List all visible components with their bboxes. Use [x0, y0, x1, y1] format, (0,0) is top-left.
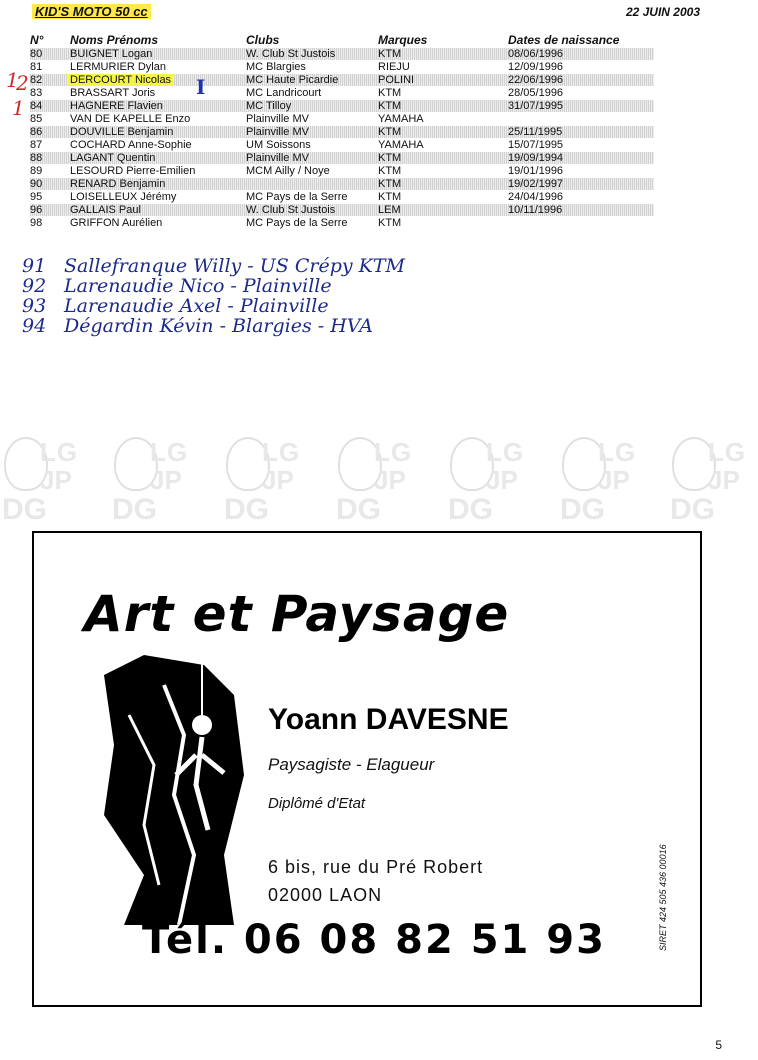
rider-club: MC Tilloy	[246, 100, 292, 112]
tree-climber-illustration	[84, 655, 249, 925]
table-row	[30, 48, 654, 60]
handwritten-rank-mark: 1	[12, 96, 25, 120]
handwritten-rank-mark: 2	[16, 71, 29, 95]
table-row	[30, 113, 654, 125]
table-row	[30, 152, 654, 164]
rider-brand: LEM	[378, 204, 401, 216]
ad-owner-name: Yoann DAVESNE	[268, 703, 509, 736]
handwritten-rank-mark: 1	[6, 68, 19, 92]
watermark-logo: LG JP DG	[560, 437, 637, 526]
rider-club: W. Club St Justois	[246, 204, 336, 216]
page-title: KID'S MOTO 50 cc	[32, 4, 151, 19]
ad-address-city: 02000 LAON	[268, 885, 383, 905]
rider-club: MC Landricourt	[246, 87, 322, 99]
handwritten-entry	[22, 315, 373, 337]
rider-number: 88	[30, 152, 43, 164]
rider-number: 89	[30, 165, 43, 177]
rider-birthdate: 25/11/1995	[508, 126, 563, 138]
rider-birthdate: 10/11/1996	[508, 204, 563, 216]
rider-brand: KTM	[378, 178, 402, 190]
rider-birthdate: 24/04/1996	[508, 191, 564, 203]
rider-brand: KTM	[378, 152, 402, 164]
rider-name: RENARD Benjamin	[70, 178, 166, 190]
rider-name: GALLAIS Paul	[70, 204, 141, 216]
rider-club: MC Pays de la Serre	[246, 217, 348, 229]
rider-name: COCHARD Anne-Sophie	[70, 139, 192, 151]
watermark-logo: LG JP DG	[670, 437, 747, 526]
rider-club: MC Haute Picardie	[246, 74, 339, 86]
handwritten-entry	[22, 255, 405, 277]
handwritten-text: Dégardin Kévin - Blargies - HVA	[64, 315, 373, 337]
rider-name: HAGNERE Flavien	[70, 100, 163, 112]
handwritten-number: 93	[22, 295, 47, 317]
column-header-club: Clubs	[246, 33, 280, 47]
rider-number: 90	[30, 178, 43, 190]
rider-club: Plainville MV	[246, 113, 309, 125]
rider-brand: KTM	[378, 48, 402, 60]
ad-phone: Tél. 06 08 82 51 93	[142, 917, 606, 963]
rider-brand: YAMAHA	[378, 139, 424, 151]
rider-name: LOISELLEUX Jérémy	[70, 191, 177, 203]
ad-address-street: 6 bis, rue du Pré Robert	[268, 857, 484, 877]
rider-name-highlighted: DERCOURT Nicolas	[70, 74, 172, 86]
table-row	[30, 126, 654, 138]
rider-number: 86	[30, 126, 43, 138]
rider-brand: KTM	[378, 217, 402, 229]
rider-club: UM Soissons	[246, 139, 311, 151]
rider-brand: KTM	[378, 126, 402, 138]
watermark-logo: LG JP DG	[448, 437, 525, 526]
column-header-brand: Marques	[378, 33, 428, 47]
handwritten-entry	[22, 295, 329, 317]
handwritten-number: 92	[22, 275, 47, 297]
handwritten-roman-mark: I	[196, 75, 206, 99]
rider-birthdate: 08/06/1996	[508, 48, 564, 60]
rider-name: LAGANT Quentin	[70, 152, 156, 164]
rider-brand: KTM	[378, 165, 402, 177]
handwritten-text: Larenaudie Nico - Plainville	[64, 275, 332, 297]
rider-name: BRASSART Joris	[70, 87, 156, 99]
rider-birthdate: 31/07/1995	[508, 100, 564, 112]
rider-birthdate: 19/02/1997	[508, 178, 564, 190]
rider-name: LESOURD Pierre-Emilien	[70, 165, 196, 177]
rider-birthdate: 28/05/1996	[508, 87, 564, 99]
handwritten-number: 91	[22, 255, 47, 277]
watermark-logo: LG JP DG	[2, 437, 79, 526]
ad-siret: SIRET 424 505 436 00016	[658, 844, 668, 951]
rider-number: 80	[30, 48, 43, 60]
rider-brand: KTM	[378, 100, 402, 112]
rider-brand: KTM	[378, 191, 402, 203]
table-row	[30, 191, 654, 203]
column-header-number: N°	[30, 33, 44, 47]
advertisement	[32, 531, 702, 1007]
table-row-highlighted	[30, 74, 654, 86]
rider-club: MC Pays de la Serre	[246, 191, 348, 203]
rider-number: 84	[30, 100, 43, 112]
watermark-logo: LG JP DG	[336, 437, 413, 526]
rider-birthdate: 19/09/1994	[508, 152, 564, 164]
ad-diploma: Diplômé d'Etat	[268, 795, 366, 812]
rider-name: BUIGNET Logan	[70, 48, 153, 60]
table-row	[30, 100, 654, 112]
rider-name: DOUVILLE Benjamin	[70, 126, 174, 138]
table-row	[30, 217, 654, 229]
table-row	[30, 165, 654, 177]
rider-number: 98	[30, 217, 43, 229]
rider-number: 83	[30, 87, 43, 99]
rider-birthdate: 15/07/1995	[508, 139, 564, 151]
rider-club: Plainville MV	[246, 152, 309, 164]
table-row	[30, 87, 654, 99]
table-row	[30, 204, 654, 216]
rider-brand: POLINI	[378, 74, 415, 86]
rider-number: 82	[30, 74, 43, 86]
page-number: 5	[715, 1038, 722, 1052]
rider-number: 96	[30, 204, 43, 216]
rider-club: W. Club St Justois	[246, 48, 336, 60]
watermark-strip	[0, 435, 747, 530]
handwritten-text: Larenaudie Axel - Plainville	[64, 295, 329, 317]
rider-brand: YAMAHA	[378, 113, 424, 125]
rider-name: LERMURIER Dylan	[70, 61, 166, 73]
handwritten-entry	[22, 275, 332, 297]
watermark-logo: LG JP DG	[112, 437, 189, 526]
rider-name: VAN DE KAPELLE Enzo	[70, 113, 191, 125]
ad-title: Art et Paysage	[84, 585, 510, 643]
rider-birthdate: 22/06/1996	[508, 74, 564, 86]
column-header-name: Noms Prénoms	[70, 33, 159, 47]
rider-number: 85	[30, 113, 43, 125]
rider-club: Plainville MV	[246, 126, 309, 138]
rider-number: 87	[30, 139, 43, 151]
rider-brand: KTM	[378, 87, 402, 99]
rider-number: 81	[30, 61, 43, 73]
handwritten-number: 94	[22, 315, 47, 337]
rider-brand: RIEJU	[378, 61, 410, 73]
rider-club: MCM Ailly / Noye	[246, 165, 330, 177]
watermark-logo: LG JP DG	[224, 437, 301, 526]
table-row	[30, 178, 654, 190]
column-header-birthdate: Dates de naissance	[508, 33, 620, 47]
table-row	[30, 61, 654, 73]
handwritten-text: Sallefranque Willy - US Crépy KTM	[64, 255, 405, 277]
ad-profession: Paysagiste - Elagueur	[268, 755, 435, 774]
event-date: 22 JUIN 2003	[625, 5, 700, 19]
rider-birthdate: 12/09/1996	[508, 61, 564, 73]
table-row	[30, 139, 654, 151]
rider-name: GRIFFON Aurélien	[70, 217, 163, 229]
rider-club: MC Blargies	[246, 61, 306, 73]
rider-birthdate: 19/01/1996	[508, 165, 564, 177]
rider-number: 95	[30, 191, 43, 203]
